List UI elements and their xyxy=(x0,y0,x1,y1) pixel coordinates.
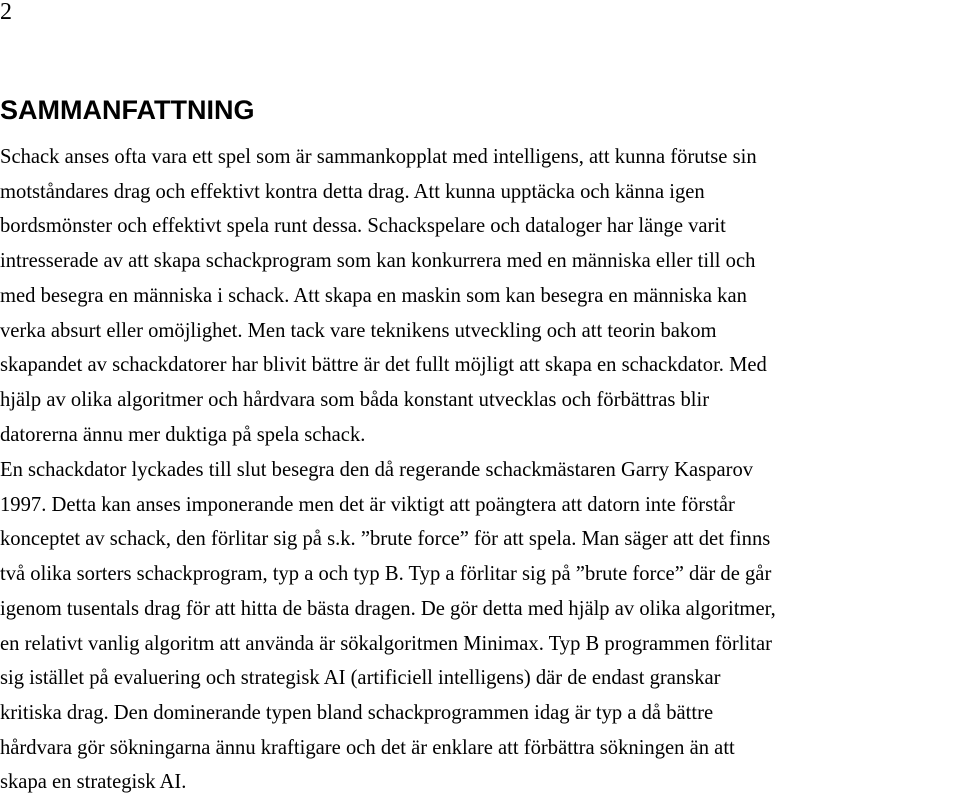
text-line: igenom tusentals drag för att hitta de bästa dragen. De gör detta med hjälp av olika algoritmer, xyxy=(0,597,776,620)
text-line: verka absurt eller omöjlighet. Men tack vare teknikens utveckling och att teorin bakom xyxy=(0,319,717,342)
text-line: kritiska drag. Den dominerande typen bland schackprogrammen idag är typ a då bättre xyxy=(0,701,714,724)
text-line: bordsmönster och effektivt spela runt dessa. Schackspelare och dataloger har länge varit xyxy=(0,215,726,238)
text-line: 1997. Detta kan anses imponerande men det är viktigt att poängtera att datorn inte förstår xyxy=(0,493,735,516)
text-line: sig istället på evaluering och strategisk AI (artificiell intelligens) där de endast granskar xyxy=(0,667,721,690)
text-line: En schackdator lyckades till slut besegra den då regerande schackmästaren Garry Kasparov xyxy=(0,459,754,481)
summary-paragraph-2 xyxy=(0,453,960,800)
text-line: datorerna ännu mer duktiga på spela schack. xyxy=(0,423,366,446)
text-line: med besegra en människa i schack. Att skapa en maskin som kan besegra en människa kan xyxy=(0,284,747,307)
text-line: hårdvara gör sökningarna ännu kraftigare och det är enklare att förbättra sökningen än att xyxy=(0,736,735,759)
page-number: 2 xyxy=(0,0,12,25)
text-line: konceptet av schack, den förlitar sig på s.k. ”brute force” för att spela. Man säger att det finns xyxy=(0,528,771,551)
text-line: en relativt vanlig algoritm att använda är sökalgoritmen Minimax. Typ B programmen förlitar xyxy=(0,632,772,655)
text-line: två olika sorters schackprogram, typ a och typ B. Typ a förlitar sig på ”brute force” där de går xyxy=(0,563,772,586)
text-line: Schack anses ofta vara ett spel som är sammankopplat med intelligens, att kunna förutse sin xyxy=(0,146,757,168)
summary-paragraph-1 xyxy=(0,140,960,452)
text-line: skapandet av schackdatorer har blivit bättre är det fullt möjligt att skapa en schackdator. Med xyxy=(0,354,767,377)
section-heading: SAMMANFATTNING xyxy=(0,95,255,125)
text-line: skapa en strategisk AI. xyxy=(0,771,187,794)
text-line: motståndares drag och effektivt kontra detta drag. Att kunna upptäcka och känna igen xyxy=(0,180,705,203)
text-line: hjälp av olika algoritmer och hårdvara som båda konstant utvecklas och förbättras blir xyxy=(0,388,710,411)
text-line: intresserade av att skapa schackprogram som kan konkurrera med en människa eller till och xyxy=(0,250,756,273)
